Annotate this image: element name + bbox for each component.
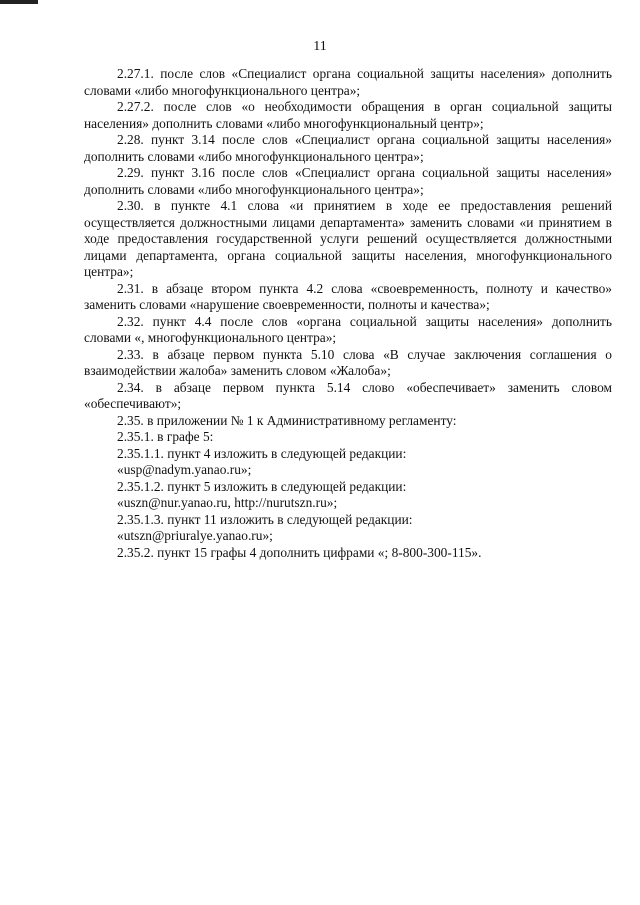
document-body bbox=[84, 66, 612, 561]
paragraph-2-30: 2.30. в пункте 4.1 слова «и принятием в ходе ее предоставления решений осуществляется должностными лицами департамента» заменить словами «и принятием в ходе предоставления государственной услуги решений осуществляется должностными лицами департамента, органа социальной защиты населения, многофункционального центра»; bbox=[84, 198, 612, 279]
page-number: 11 bbox=[313, 39, 327, 54]
paragraph-2-32: 2.32. пункт 4.4 после слов «органа социальной защиты населения» дополнить словами «, многофункционального центра»; bbox=[84, 313, 612, 345]
paragraph-2-35-1-1: 2.35.1.1. пункт 4 изложить в следующей редакции: bbox=[117, 445, 407, 461]
scan-corner-mark bbox=[0, 0, 38, 4]
paragraph-2-28: 2.28. пункт 3.14 после слов «Специалист органа социальной защиты населения» дополнить словами «либо многофункционального центра»; bbox=[84, 132, 612, 164]
paragraph-2-27-1: 2.27.1. после слов «Специалист органа социальной защиты населения» дополнить словами «либо многофункционального центра»; bbox=[84, 66, 612, 98]
paragraph-2-31: 2.31. в абзаце втором пункта 4.2 слова «своевременность, полноту и качество» заменить словами «нарушение своевременности, полноты и качества»; bbox=[84, 280, 612, 312]
email-priuralye: «utszn@priuralye.yanao.ru»; bbox=[117, 528, 273, 543]
email-nadym: «usp@nadym.yanao.ru»; bbox=[117, 462, 252, 477]
email-nur-and-url: «uszn@nur.yanao.ru, http://nurutszn.ru»; bbox=[117, 495, 338, 510]
paragraph-2-35-1-3: 2.35.1.3. пункт 11 изложить в следующей редакции: bbox=[117, 511, 413, 527]
paragraph-2-35-1: 2.35.1. в графе 5: bbox=[117, 429, 214, 444]
paragraph-2-35: 2.35. в приложении № 1 к Административному регламенту: bbox=[117, 412, 457, 428]
paragraph-2-27-2: 2.27.2. после слов «о необходимости обращения в орган социальной защиты населения» дополнить словами «либо многофункциональный центр»; bbox=[84, 99, 612, 131]
paragraph-2-29: 2.29. пункт 3.16 после слов «Специалист органа социальной защиты населения» дополнить словами «либо многофункционального центра»; bbox=[84, 165, 612, 197]
paragraph-2-33: 2.33. в абзаце первом пункта 5.10 слова «В случае заключения соглашения о взаимодействии жалоба» заменить словом «Жалоба»; bbox=[84, 346, 612, 378]
paragraph-2-35-2: 2.35.2. пункт 15 графы 4 дополнить цифрами «; 8-800-300-115». bbox=[117, 544, 482, 560]
paragraph-2-35-1-2: 2.35.1.2. пункт 5 изложить в следующей редакции: bbox=[117, 478, 407, 494]
paragraph-2-34: 2.34. в абзаце первом пункта 5.14 слово «обеспечивает» заменить словом «обеспечивают»; bbox=[84, 379, 612, 411]
